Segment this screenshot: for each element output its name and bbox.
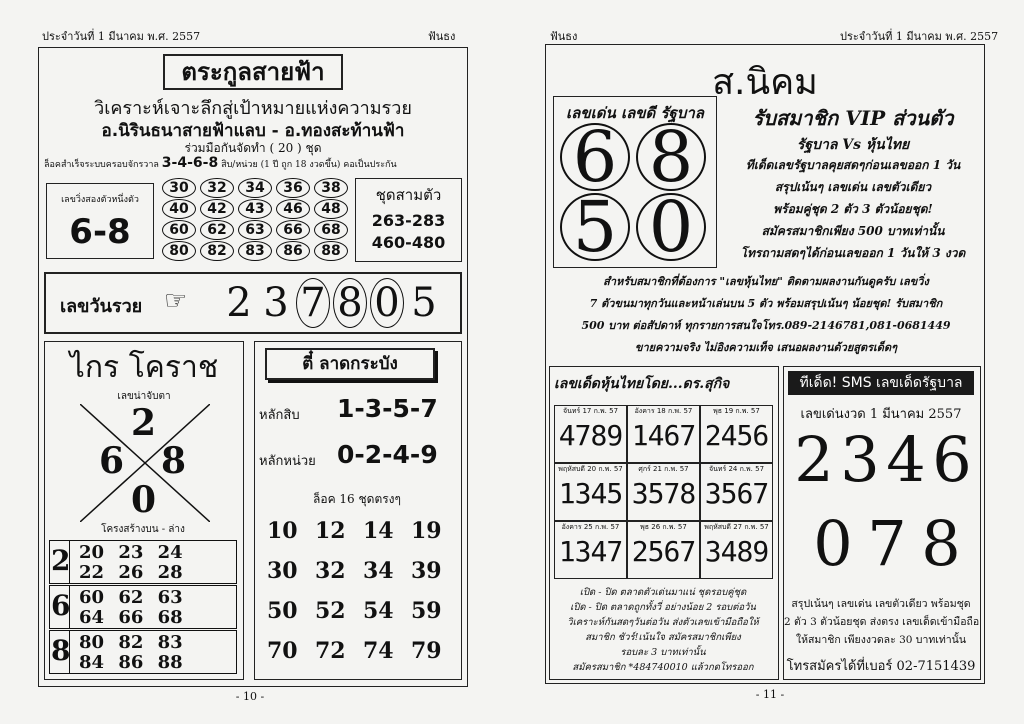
stock-date: อังคาร 18 ก.พ. 57 bbox=[634, 407, 693, 415]
tens-value: 1-3-5-7 bbox=[337, 394, 438, 423]
title-box bbox=[163, 54, 343, 90]
lock16-label: ล็อค 16 ชุดตรงๆ bbox=[313, 492, 401, 506]
krai-title: ไกร โคราช bbox=[69, 350, 219, 385]
stock-cell bbox=[700, 521, 773, 579]
big-digit-circle: 5 bbox=[560, 193, 630, 261]
stock-title: เลขเด็ดหุ้นไทยโดย...ดร.สุกิจ bbox=[554, 376, 730, 392]
group-row: 60 62 63 bbox=[79, 587, 183, 608]
lock16-number: 50 bbox=[267, 598, 298, 624]
krai-box bbox=[44, 341, 244, 680]
sms-digit: 6 bbox=[932, 423, 972, 496]
circled-number: 46 bbox=[276, 199, 310, 219]
sms-digit: 2 bbox=[794, 423, 834, 496]
cross-right: 8 bbox=[161, 440, 187, 482]
three-digit-box bbox=[355, 178, 462, 262]
circled-number: 38 bbox=[314, 178, 348, 198]
circled-number: 86 bbox=[276, 241, 310, 261]
lock-line-a: ล็อคสำเร็จระบบครอบจักรวาล bbox=[44, 160, 159, 170]
circled-number: 82 bbox=[200, 241, 234, 261]
cross-top: 2 bbox=[131, 402, 157, 444]
group-row: 20 23 24 bbox=[79, 542, 183, 563]
lock16-number: 30 bbox=[267, 558, 298, 584]
formula-label: โครงสร้างบน - ล่าง bbox=[101, 524, 185, 535]
membership-line: ขายความจริง ไม่อิงความเท็จ เสนอผลงานด้วยสูตรเด็ดๆ bbox=[634, 341, 897, 354]
rich-digit: 2 bbox=[226, 280, 252, 326]
rich-digit: 0 bbox=[374, 280, 400, 326]
tens-label: หลักสิบ bbox=[259, 408, 300, 423]
rich-digit: 5 bbox=[411, 280, 437, 326]
stock-box bbox=[549, 366, 779, 680]
stock-number: 1467 bbox=[631, 419, 696, 452]
circled-number: 63 bbox=[238, 220, 272, 240]
stock-number: 2567 bbox=[631, 535, 696, 568]
sms-note: 2 ตัว 3 ตัวน้อยชุด ส่งตรง เลขเด็ดเข้ามือถือ bbox=[784, 616, 980, 628]
sms-date: เลขเด่นงวด 1 มีนาคม 2557 bbox=[800, 407, 962, 422]
big-digit-circle: 8 bbox=[636, 123, 706, 191]
stock-cell bbox=[700, 463, 773, 521]
circled-number: 43 bbox=[238, 199, 272, 219]
circled-number: 32 bbox=[200, 178, 234, 198]
stock-cell bbox=[554, 463, 627, 521]
sms-digit: 7 bbox=[867, 507, 907, 580]
vip-title: รับสมาชิก VIP ส่วนตัว bbox=[752, 106, 954, 130]
rich-digit: 3 bbox=[263, 280, 289, 326]
right-page-number: - 11 - bbox=[755, 688, 785, 701]
pair-value: 6-8 bbox=[69, 212, 131, 252]
stock-date: พฤหัสบดี 20 ก.พ. 57 bbox=[558, 465, 623, 473]
vip-line: สมัครสมาชิกเพียง 500 บาทเท่านั้น bbox=[761, 224, 945, 238]
group-head: 8 bbox=[51, 634, 71, 667]
circled-number: 34 bbox=[238, 178, 272, 198]
sms-title: ทีเด็ด! SMS เลขเด็ดรัฐบาล bbox=[788, 371, 974, 395]
stock-cell bbox=[627, 521, 700, 579]
lock-line-b: สิบ/หน่วย (1 ปี ถูก 18 งวดขึ้น) คอเป็นประกัน bbox=[221, 160, 397, 170]
sms-digit: 8 bbox=[921, 507, 961, 580]
lock16-number: 12 bbox=[315, 518, 346, 544]
stock-note: สมาชิก ชัวร์!เน้นใจ สมัครสมาชิกเพียง bbox=[585, 632, 741, 643]
stock-cell bbox=[554, 521, 627, 579]
lad-box bbox=[254, 341, 462, 680]
cross-left: 6 bbox=[99, 440, 125, 482]
rich-digit: 7 bbox=[300, 280, 326, 326]
vip-line: สรุปเน้นๆ เลขเด่น เลขตัวเดียว bbox=[774, 180, 932, 194]
stock-number: 3578 bbox=[631, 477, 696, 510]
right-title: ส.นิคม bbox=[712, 62, 818, 103]
rich-label: เลขวันรวย bbox=[60, 296, 143, 317]
page-title: ตระกูลสายฟ้า bbox=[181, 58, 325, 86]
big-box-title: เลขเด่น เลขดี รัฐบาล bbox=[566, 104, 704, 122]
sms-phone: โทรสมัครได้ที่เบอร์ 02-7151439 bbox=[786, 659, 976, 674]
pointing-hand-icon: ☞ bbox=[164, 286, 188, 316]
lock-line bbox=[44, 155, 397, 171]
stock-date: จันทร์ 17 ก.พ. 57 bbox=[562, 407, 619, 415]
lad-title: ตี๋ ลาดกระบัง bbox=[302, 354, 398, 374]
group-row: 80 82 83 bbox=[79, 632, 183, 653]
lock-digits: 3-4-6-8 bbox=[161, 155, 219, 171]
three-value-1: 263-283 bbox=[371, 211, 446, 230]
circled-number: 60 bbox=[162, 220, 196, 240]
stock-note: สมัครสมาชิก *484740010 แล้วกดโทรออก bbox=[572, 662, 754, 673]
stock-number: 1347 bbox=[558, 535, 623, 568]
stock-date: ศุกร์ 21 ก.พ. 57 bbox=[638, 465, 689, 473]
sms-digit: 0 bbox=[813, 507, 853, 580]
circled-number: 40 bbox=[162, 199, 196, 219]
left-page-number: - 10 - bbox=[235, 690, 265, 703]
cross-bottom: 0 bbox=[131, 479, 157, 521]
stock-note: เปิด - ปิด ตลาดถูกทั้งวี่ อย่างน้อย 2 รอบต่อวัน bbox=[570, 602, 756, 613]
circled-number: 30 bbox=[162, 178, 196, 198]
lock16-number: 70 bbox=[267, 638, 298, 664]
rich-digit: 8 bbox=[337, 280, 363, 326]
lock16-number: 34 bbox=[363, 558, 394, 584]
pair-label: เลขวิ่งสองตัวหนึ่งตัว bbox=[61, 195, 139, 205]
sms-digit: 4 bbox=[886, 423, 926, 496]
membership-line: สำหรับสมาชิกที่ต้องการ "เลขหุ้นไทย" ติดตามผลงานกันดูครับ เลขวิ่ง bbox=[603, 275, 929, 288]
lock16-number: 54 bbox=[363, 598, 394, 624]
units-value: 0-2-4-9 bbox=[337, 440, 438, 469]
sms-note: สรุปเน้นๆ เลขเด่น เลขตัวเดียว พร้อมชุด bbox=[791, 598, 971, 610]
group-row: 84 86 88 bbox=[79, 652, 183, 673]
lock16-number: 74 bbox=[363, 638, 394, 664]
vip-line: รัฐบาล Vs หุ้นไทย bbox=[796, 137, 910, 153]
vip-line: ทีเด็ดเลขรัฐบาลคุยสดๆก่อนเลขออก 1 วัน bbox=[745, 158, 961, 172]
team-line: ร่วมมือกันจัดทำ ( 20 ) ชุด bbox=[184, 141, 322, 155]
sms-box bbox=[783, 366, 981, 680]
circled-number: 36 bbox=[276, 178, 310, 198]
membership-line: 500 บาท ต่อสัปดาห์ ทุกรายการสนใจโทร.089-2146781,081-0681449 bbox=[581, 319, 951, 332]
lock16-number: 79 bbox=[411, 638, 442, 664]
group-head: 6 bbox=[51, 589, 71, 622]
circled-number: 42 bbox=[200, 199, 234, 219]
subtitle: วิเคราะห์เจาะลึกสู่เป้าหมายแห่งความรวย bbox=[94, 98, 412, 119]
left-header-date: ประจำวันที่ 1 มีนาคม พ.ศ. 2557 bbox=[42, 30, 201, 43]
stock-cell bbox=[554, 405, 627, 463]
stock-cell bbox=[627, 405, 700, 463]
stock-date: จันทร์ 24 ก.พ. 57 bbox=[708, 465, 765, 473]
group-head: 2 bbox=[51, 544, 71, 577]
big-digit-box bbox=[553, 96, 717, 268]
big-digit-circle: 6 bbox=[560, 123, 630, 191]
stock-date: อังคาร 25 ก.พ. 57 bbox=[561, 523, 620, 531]
sms-note: ให้สมาชิก เพียงงวดละ 30 บาทเท่านั้น bbox=[795, 634, 967, 646]
stock-number: 1345 bbox=[558, 477, 623, 510]
lock16-number: 14 bbox=[363, 518, 394, 544]
vip-line: โทรถามสดๆได้ก่อนเลขออก 1 วันให้ 3 งวด bbox=[740, 246, 966, 260]
lock16-number: 72 bbox=[315, 638, 346, 664]
right-header-tag: ฟันธง bbox=[550, 30, 578, 43]
lock16-number: 19 bbox=[411, 518, 442, 544]
left-header-tag: ฟันธง bbox=[428, 30, 456, 43]
three-title: ชุดสามตัว bbox=[375, 186, 442, 204]
right-header-date: ประจำวันที่ 1 มีนาคม พ.ศ. 2557 bbox=[840, 30, 999, 43]
three-value-2: 460-480 bbox=[371, 233, 446, 252]
circled-number: 80 bbox=[162, 241, 196, 261]
rich-number-box bbox=[44, 272, 462, 334]
stock-cell bbox=[700, 405, 773, 463]
group-row: 22 26 28 bbox=[79, 562, 183, 583]
stock-note: วิเคราะห์กันสดๆวันต่อวัน ส่งตัวเลขเข้ามือถือให้ bbox=[567, 617, 759, 628]
units-label: หลักหน่วย bbox=[259, 454, 316, 469]
stock-number: 3567 bbox=[704, 477, 769, 510]
stock-number: 2456 bbox=[704, 419, 769, 452]
circled-number: 68 bbox=[314, 220, 348, 240]
stock-number: 4789 bbox=[558, 419, 623, 452]
authors: อ.นิรินธนาสายฟ้าแลบ - อ.ทองสะท้านฟ้า bbox=[101, 121, 405, 141]
pair-box bbox=[46, 183, 154, 259]
stock-date: พุธ 19 ก.พ. 57 bbox=[713, 407, 760, 415]
lock16-number: 59 bbox=[411, 598, 442, 624]
vip-line: พร้อมคู่ชุด 2 ตัว 3 ตัวน้อยชุด! bbox=[773, 202, 933, 216]
circled-number: 66 bbox=[276, 220, 310, 240]
big-digit-circle: 0 bbox=[636, 193, 706, 261]
krai-sub: เลขน่าจับตา bbox=[117, 391, 171, 402]
sms-digit: 3 bbox=[840, 423, 880, 496]
stock-date: พุธ 26 ก.พ. 57 bbox=[640, 523, 687, 531]
stock-date: พฤหัสบดี 27 ก.พ. 57 bbox=[704, 523, 769, 531]
circled-number: 83 bbox=[238, 241, 272, 261]
membership-line: 7 ตัวขนมาทุกวันและหน้าเล่นบน 5 ตัว พร้อมสรุปเน้นๆ น้อยชุด! รับสมาชิก bbox=[589, 297, 943, 310]
stock-note: เปิด - ปิด ตลาดตัวเด่นมาแน่ ชุดรอบคู่ชุด bbox=[579, 587, 747, 598]
lock16-number: 39 bbox=[411, 558, 442, 584]
lock16-number: 10 bbox=[267, 518, 298, 544]
circled-number: 62 bbox=[200, 220, 234, 240]
lock16-number: 52 bbox=[315, 598, 346, 624]
stock-cell bbox=[627, 463, 700, 521]
circled-number: 48 bbox=[314, 199, 348, 219]
lock16-number: 32 bbox=[315, 558, 346, 584]
circled-number: 88 bbox=[314, 241, 348, 261]
group-row: 64 66 68 bbox=[79, 607, 183, 628]
lad-title-box bbox=[265, 348, 435, 380]
stock-number: 3489 bbox=[704, 535, 769, 568]
stock-note: รอบละ 3 บาทเท่านั้น bbox=[620, 647, 706, 658]
